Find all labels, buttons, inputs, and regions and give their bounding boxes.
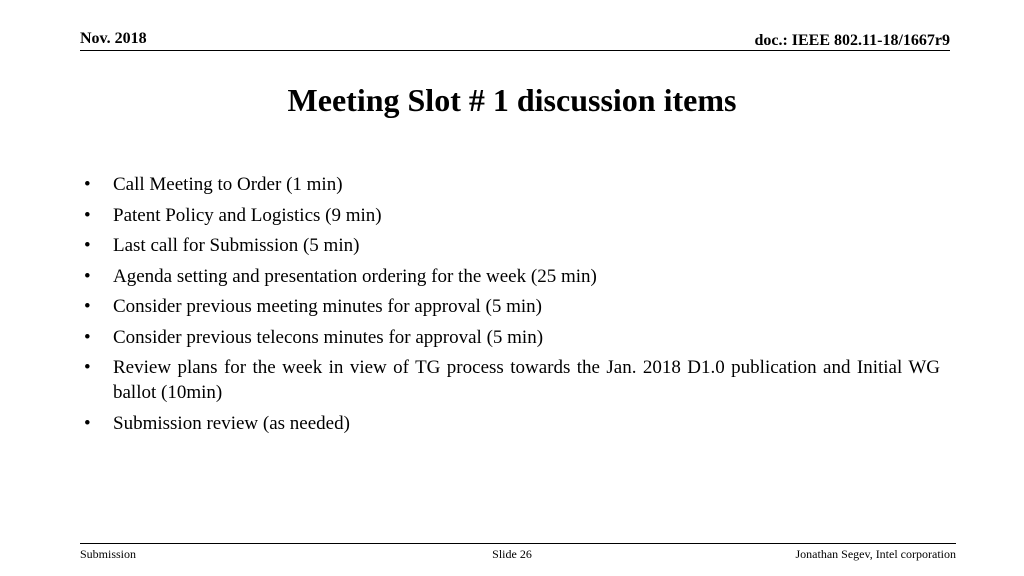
bullet-item bbox=[84, 203, 940, 228]
bullet-item bbox=[84, 172, 940, 197]
footer-divider bbox=[80, 543, 956, 544]
footer-slide-number: Slide 26 bbox=[492, 547, 532, 561]
bullet-item bbox=[84, 264, 940, 289]
bullet-text: Last call for Submission (5 min) bbox=[113, 235, 360, 256]
header-doc-id: doc.: IEEE 802.11-18/1667r9 bbox=[754, 32, 950, 49]
footer-submission: Submission bbox=[80, 547, 137, 561]
bullet-item bbox=[84, 233, 940, 258]
bullet-text: Patent Policy and Logistics (9 min) bbox=[113, 204, 382, 226]
bullet-text: Submission review (as needed) bbox=[113, 412, 350, 434]
bullet-marker: • bbox=[84, 296, 91, 317]
header-divider bbox=[80, 50, 950, 51]
bullet-marker: • bbox=[84, 174, 91, 195]
bullet-text: Consider previous meeting minutes for approval (5 min) bbox=[113, 296, 542, 317]
bullet-text: Agenda setting and presentation ordering for the week (25 min) bbox=[113, 265, 597, 287]
bullet-item bbox=[84, 411, 940, 436]
header-date: Nov. 2018 bbox=[80, 30, 147, 47]
bullet-marker: • bbox=[84, 326, 91, 348]
bullet-marker: • bbox=[84, 357, 91, 378]
bullet-marker: • bbox=[84, 265, 91, 287]
bullet-marker: • bbox=[84, 412, 91, 434]
bullet-text: Call Meeting to Order (1 min) bbox=[113, 174, 343, 195]
bullet-text: Consider previous telecons minutes for approval (5 min) bbox=[113, 326, 544, 348]
bullet-list bbox=[84, 172, 940, 441]
bullet-item bbox=[84, 294, 940, 319]
footer-author: Jonathan Segev, Intel corporation bbox=[795, 547, 956, 561]
bullet-item bbox=[84, 355, 940, 405]
bullet-text: Review plans for the week in view of TG process towards the Jan. 2018 D1.0 publication and Initial WG ballot (10min) bbox=[113, 357, 940, 403]
bullet-marker: • bbox=[84, 235, 91, 256]
slide-title: Meeting Slot # 1 discussion items bbox=[287, 82, 737, 118]
bullet-item bbox=[84, 325, 940, 350]
bullet-marker: • bbox=[84, 204, 91, 226]
